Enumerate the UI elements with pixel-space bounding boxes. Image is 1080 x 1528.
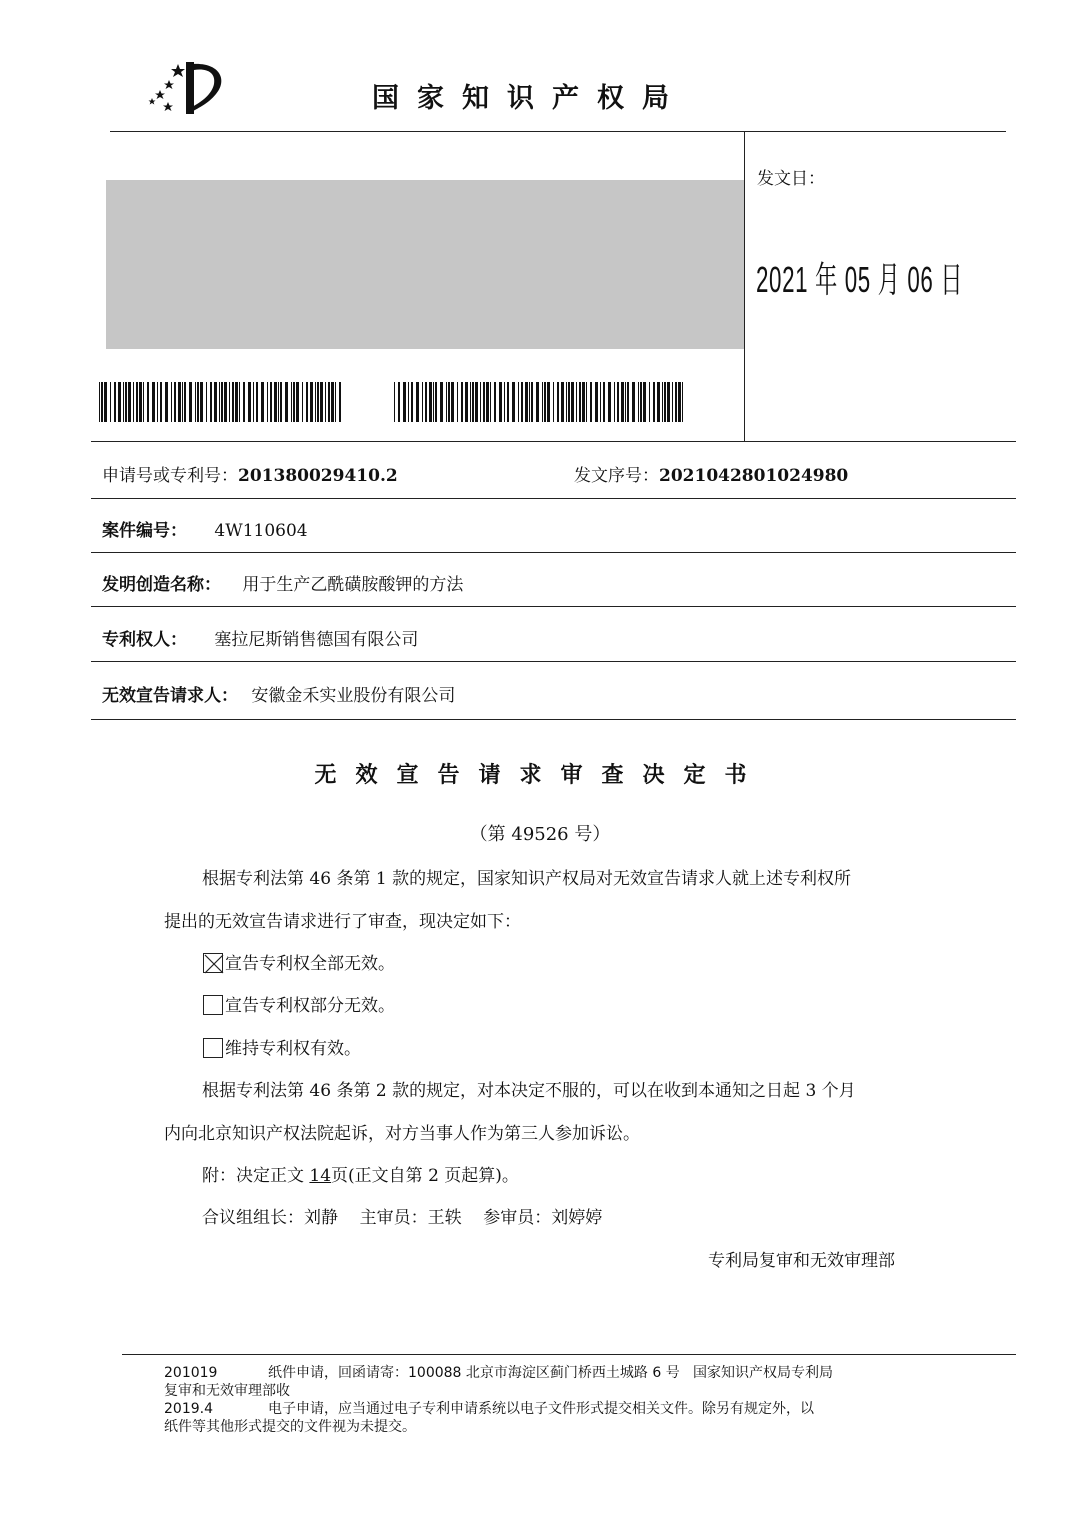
option-invalid-partial (203, 991, 395, 1016)
divider (91, 606, 1016, 607)
paragraph-1-line-2: 提出的无效宣告请求进行了审查，现决定如下： (164, 912, 521, 932)
issue-date-value: 2021 年 05 月 06 日 (756, 259, 964, 300)
paragraph-2-line-1: 根据专利法第 46 条第 2 款的规定，对本决定不服的，可以在收到本通知之日起 3 个月 (202, 1081, 856, 1101)
footer-code-1: 201019 (164, 1365, 218, 1381)
date-column-divider (744, 131, 745, 441)
option-maintain-valid (203, 1034, 361, 1059)
divider (91, 719, 1016, 720)
paragraph-1-line-1: 根据专利法第 46 条第 1 款的规定，国家知识产权局对无效宣告请求人就上述专利权所 (202, 869, 852, 889)
option-label: 宣告专利权部分无效。 (225, 996, 395, 1016)
agency-name: 国家知识产权局 (372, 83, 687, 114)
attachment-pages: 14 (309, 1166, 332, 1186)
footer-code-2: 2019.4 (164, 1401, 213, 1417)
decision-number: （第 49526 号） (469, 824, 611, 845)
option-invalid-all (203, 949, 395, 974)
checkbox-empty-icon (203, 1038, 223, 1058)
patentee-row (102, 625, 418, 650)
checkbox-checked-icon (203, 953, 223, 973)
footer-text-1a: 纸件申请，回函请寄：100088 北京市海淀区蓟门桥西土城路 6 号 国家知识产权局专利局 (268, 1365, 834, 1381)
footer-text-2a: 电子申请，应当通过电子专利申请系统以电子文件形式提交相关文件。除另有规定外，以 (268, 1401, 814, 1417)
issuing-department: 专利局复审和无效审理部 (708, 1251, 895, 1271)
application-number: 201380029410.2 (238, 466, 398, 486)
serial-label: 发文序号： (574, 466, 659, 486)
paragraph-2-line-2: 内向北京知识产权法院起诉，对方当事人作为第三人参加诉讼。 (164, 1124, 640, 1144)
barcode-2 (394, 382, 686, 422)
attachment-line (202, 1161, 519, 1186)
decision-title: 无效宣告请求审查决定书 (314, 763, 766, 788)
checkbox-empty-icon (203, 995, 223, 1015)
divider (91, 498, 1016, 499)
footer-divider (122, 1354, 1016, 1355)
requester-name: 安徽金禾实业股份有限公司 (251, 686, 456, 706)
divider (91, 441, 1016, 442)
case-row (102, 516, 308, 541)
invention-name: 用于生产乙酰磺胺酸钾的方法 (242, 575, 464, 595)
case-number: 4W110604 (214, 521, 308, 541)
divider (91, 661, 1016, 662)
attachment-prefix: 附：决定正文 (202, 1166, 304, 1186)
serial-number: 2021042801024980 (659, 466, 849, 486)
requester-row (102, 681, 455, 706)
attachment-suffix: 页(正文自第 2 页起算)。 (331, 1166, 519, 1186)
patentee-name: 塞拉尼斯销售德国有限公司 (214, 630, 419, 650)
footer-text-1b: 复审和无效审理部收 (164, 1383, 290, 1399)
invention-label: 发明创造名称： (102, 575, 221, 595)
divider (91, 552, 1016, 553)
barcode-1 (99, 382, 343, 422)
requester-label: 无效宣告请求人： (102, 686, 238, 706)
header-divider (110, 131, 1006, 132)
application-label: 申请号或专利号： (102, 466, 238, 486)
patentee-label: 专利权人： (102, 630, 187, 650)
option-label: 宣告专利权全部无效。 (225, 954, 395, 974)
invention-row (102, 570, 463, 595)
serial-row (574, 461, 848, 486)
redacted-address-block (106, 180, 744, 349)
application-row (102, 461, 398, 486)
cnipa-logo-icon (140, 58, 230, 118)
panel-members: 合议组组长：刘静 主审员：王轶 参审员：刘婷婷 (202, 1208, 603, 1228)
footer-notes (164, 1364, 924, 1436)
footer-text-2b: 纸件等其他形式提交的文件视为未提交。 (164, 1419, 416, 1435)
case-label: 案件编号： (102, 521, 187, 541)
issue-date-label: 发文日： (757, 169, 825, 189)
option-label: 维持专利权有效。 (225, 1039, 361, 1059)
